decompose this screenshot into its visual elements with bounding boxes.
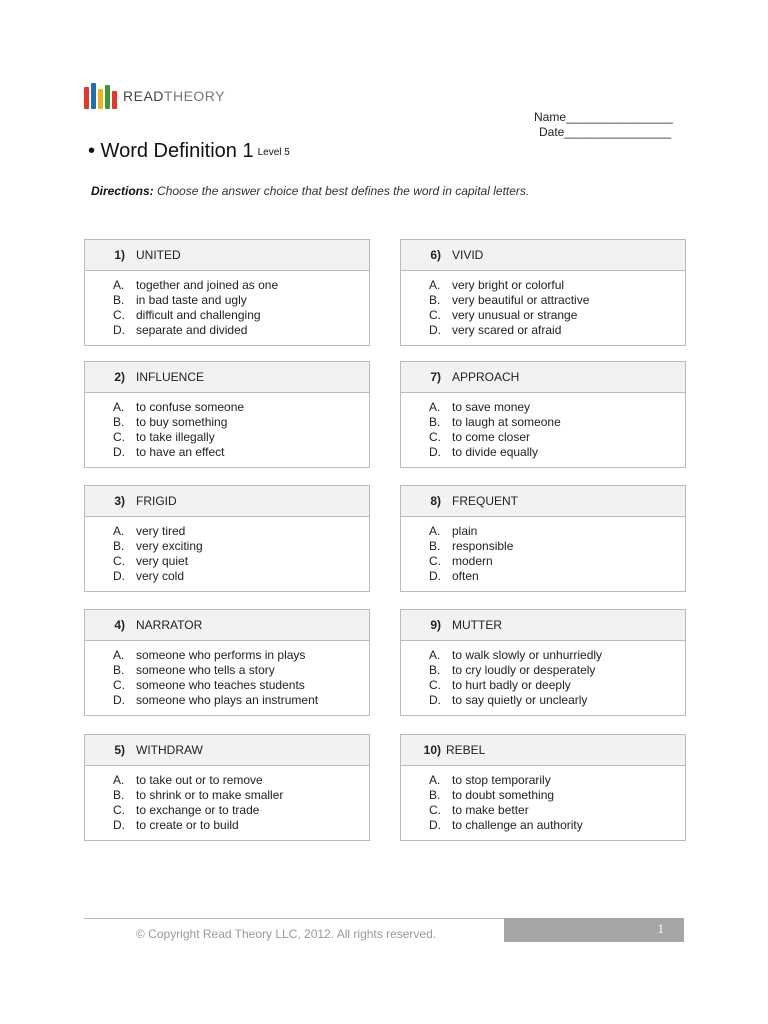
question-header <box>401 735 685 766</box>
question-header <box>401 362 685 393</box>
answer-choice[interactable] <box>113 415 369 430</box>
question-box <box>400 609 686 716</box>
answer-choice[interactable] <box>113 663 369 678</box>
answer-choice[interactable] <box>113 278 369 293</box>
answer-choices <box>401 271 685 345</box>
answer-choice[interactable] <box>113 430 369 445</box>
choice-letter: A. <box>113 400 125 414</box>
choice-letter: C. <box>429 678 441 692</box>
answer-choices <box>85 517 369 591</box>
answer-choice[interactable] <box>429 788 685 803</box>
answer-choice[interactable] <box>429 293 685 308</box>
choice-letter: C. <box>113 678 125 692</box>
choice-letter: D. <box>429 693 441 707</box>
question-word: FRIGID <box>136 494 177 508</box>
choice-letter: B. <box>429 415 441 429</box>
choice-text: very exciting <box>136 539 203 553</box>
question-word: WITHDRAW <box>136 743 203 757</box>
choice-letter: B. <box>429 663 441 677</box>
choice-letter: C. <box>113 308 125 322</box>
question-word: UNITED <box>136 248 181 262</box>
name-field[interactable]: Name________________ <box>534 110 673 124</box>
question-number: 5) <box>114 743 125 757</box>
choice-letter: B. <box>113 415 125 429</box>
choice-letter: B. <box>113 539 125 553</box>
choice-text: in bad taste and ugly <box>136 293 247 307</box>
choice-letter: A. <box>113 773 125 787</box>
choice-letter: A. <box>113 524 125 538</box>
choice-text: to come closer <box>452 430 531 444</box>
question-word: VIVID <box>452 248 484 262</box>
question-box <box>84 609 370 716</box>
answer-choice[interactable] <box>429 569 685 584</box>
question-header <box>85 610 369 641</box>
question-number: 2) <box>114 370 125 384</box>
choice-text: someone who tells a story <box>136 663 275 677</box>
question-box <box>400 239 686 346</box>
answer-choice[interactable] <box>113 524 369 539</box>
choice-text: to have an effect <box>136 445 225 459</box>
directions <box>91 184 529 198</box>
choice-letter: A. <box>429 278 441 292</box>
answer-choice[interactable] <box>429 278 685 293</box>
answer-choices <box>85 766 369 840</box>
question-box <box>84 734 370 841</box>
choice-text: together and joined as one <box>136 278 279 292</box>
level-label: Level 5 <box>257 147 290 158</box>
answer-choice[interactable] <box>113 323 369 338</box>
question-header <box>85 735 369 766</box>
choice-text: often <box>452 569 479 583</box>
choice-text: very unusual or strange <box>452 308 578 322</box>
answer-choice[interactable] <box>429 445 685 460</box>
choice-letter: B. <box>429 539 441 553</box>
choice-text: difficult and challenging <box>136 308 261 322</box>
answer-choice[interactable] <box>429 415 685 430</box>
answer-choices <box>401 641 685 715</box>
choice-text: very scared or afraid <box>452 323 562 337</box>
question-box <box>400 485 686 592</box>
choice-text: someone who teaches students <box>136 678 305 692</box>
choice-text: to take out or to remove <box>136 773 263 787</box>
book-icon <box>105 85 110 109</box>
choice-text: to doubt something <box>452 788 555 802</box>
choice-text: to say quietly or unclearly <box>452 693 588 707</box>
choice-letter: D. <box>429 569 441 583</box>
choice-letter: B. <box>429 293 441 307</box>
answer-choice[interactable] <box>429 554 685 569</box>
question-box <box>84 485 370 592</box>
answer-choice[interactable] <box>113 569 369 584</box>
question-header <box>401 610 685 641</box>
answer-choice[interactable] <box>113 308 369 323</box>
book-icon <box>98 89 103 109</box>
question-number: 10) <box>423 743 441 757</box>
directions-label: Directions: <box>91 184 154 198</box>
choice-letter: D. <box>429 818 441 832</box>
choice-text: someone who performs in plays <box>136 648 306 662</box>
question-number: 4) <box>114 618 125 632</box>
answer-choices <box>85 271 369 345</box>
answer-choice[interactable] <box>429 524 685 539</box>
answer-choice[interactable] <box>429 773 685 788</box>
answer-choice[interactable] <box>429 648 685 663</box>
choice-text: to create or to build <box>136 818 239 832</box>
choice-letter: B. <box>429 788 441 802</box>
choice-text: very tired <box>136 524 186 538</box>
page-title <box>88 140 290 163</box>
answer-choice[interactable] <box>429 400 685 415</box>
answer-choice[interactable] <box>113 818 369 833</box>
choice-text: very quiet <box>136 554 189 568</box>
choice-letter: A. <box>429 524 441 538</box>
choice-letter: C. <box>429 803 441 817</box>
question-word: NARRATOR <box>136 618 203 632</box>
answer-choice[interactable] <box>113 400 369 415</box>
question-word: REBEL <box>446 743 486 757</box>
choice-letter: B. <box>113 788 125 802</box>
question-word: APPROACH <box>452 370 520 384</box>
choice-letter: C. <box>113 430 125 444</box>
answer-choice[interactable] <box>113 554 369 569</box>
answer-choice[interactable] <box>429 663 685 678</box>
choice-letter: D. <box>113 569 125 583</box>
choice-text: to challenge an authority <box>452 818 583 832</box>
answer-choice[interactable] <box>113 539 369 554</box>
answer-choice[interactable] <box>113 788 369 803</box>
choice-text: to exchange or to trade <box>136 803 260 817</box>
choice-letter: A. <box>429 400 441 414</box>
question-header <box>85 362 369 393</box>
choice-letter: B. <box>113 663 125 677</box>
choice-text: to hurt badly or deeply <box>452 678 571 692</box>
answer-choice[interactable] <box>429 539 685 554</box>
question-header <box>401 240 685 271</box>
choice-letter: D. <box>113 693 125 707</box>
copyright-text: © Copyright Read Theory LLC, 2012. All rights reserved. <box>136 927 437 941</box>
choice-text: separate and divided <box>136 323 248 337</box>
answer-choices <box>85 641 369 715</box>
choice-letter: D. <box>429 445 441 459</box>
answer-choices <box>401 766 685 840</box>
date-field[interactable]: Date________________ <box>539 125 672 139</box>
answer-choice[interactable] <box>113 803 369 818</box>
answer-choices <box>401 517 685 591</box>
question-number: 3) <box>114 494 125 508</box>
question-number: 9) <box>430 618 441 632</box>
choice-text: to divide equally <box>452 445 539 459</box>
choice-text: to cry loudly or desperately <box>452 663 596 677</box>
question-number: 8) <box>430 494 441 508</box>
question-box <box>84 361 370 468</box>
book-icon <box>84 87 89 109</box>
footer-divider <box>84 918 504 919</box>
choice-letter: D. <box>113 445 125 459</box>
question-word: FREQUENT <box>452 494 518 508</box>
choice-letter: D. <box>113 818 125 832</box>
choice-letter: D. <box>113 323 125 337</box>
question-header <box>85 486 369 517</box>
choice-letter: D. <box>429 323 441 337</box>
name-date-fields <box>534 110 673 140</box>
choice-text: to buy something <box>136 415 228 429</box>
choice-text: to stop temporarily <box>452 773 551 787</box>
answer-choice[interactable] <box>429 803 685 818</box>
choice-letter: B. <box>113 293 125 307</box>
choice-text: to walk slowly or unhurriedly <box>452 648 603 662</box>
answer-choice[interactable] <box>429 430 685 445</box>
answer-choice[interactable] <box>113 773 369 788</box>
choice-letter: A. <box>429 773 441 787</box>
choice-text: responsible <box>452 539 514 553</box>
logo-wordmark: READTHEORY <box>123 88 225 104</box>
choice-text: someone who plays an instrument <box>136 693 319 707</box>
choice-letter: A. <box>429 648 441 662</box>
choice-text: to confuse someone <box>136 400 245 414</box>
choice-text: plain <box>452 524 478 538</box>
answer-choice[interactable] <box>429 818 685 833</box>
page-number-box <box>504 918 684 942</box>
answer-choice[interactable] <box>113 445 369 460</box>
answer-choice[interactable] <box>429 693 685 708</box>
choice-letter: C. <box>113 803 125 817</box>
choice-letter: C. <box>429 554 441 568</box>
question-box <box>400 734 686 841</box>
question-word: MUTTER <box>452 618 502 632</box>
choice-text: to laugh at someone <box>452 415 561 429</box>
choice-text: very cold <box>136 569 185 583</box>
choice-text: to shrink or to make smaller <box>136 788 284 802</box>
choice-text: to take illegally <box>136 430 215 444</box>
choice-letter: A. <box>113 278 125 292</box>
question-word: INFLUENCE <box>136 370 205 384</box>
choice-letter: A. <box>113 648 125 662</box>
answer-choice[interactable] <box>113 293 369 308</box>
question-number: 7) <box>430 370 441 384</box>
choice-text: very bright or colorful <box>452 278 565 292</box>
choice-letter: C. <box>429 430 441 444</box>
title-text: • Word Definition 1 <box>88 140 254 162</box>
choice-letter: C. <box>429 308 441 322</box>
readtheory-logo <box>84 82 225 110</box>
book-icon <box>91 83 96 109</box>
question-header <box>401 486 685 517</box>
books-logo-icon <box>84 83 117 109</box>
answer-choice[interactable] <box>113 693 369 708</box>
answer-choice[interactable] <box>429 308 685 323</box>
answer-choice[interactable] <box>113 678 369 693</box>
answer-choices <box>401 393 685 467</box>
page-number: 1 <box>657 921 664 936</box>
answer-choice[interactable] <box>429 678 685 693</box>
question-box <box>84 239 370 346</box>
book-icon <box>112 91 117 109</box>
question-header <box>85 240 369 271</box>
answer-choices <box>85 393 369 467</box>
answer-choice[interactable] <box>113 648 369 663</box>
question-box <box>400 361 686 468</box>
choice-letter: C. <box>113 554 125 568</box>
question-number: 6) <box>430 248 441 262</box>
choice-text: modern <box>452 554 493 568</box>
answer-choice[interactable] <box>429 323 685 338</box>
choice-text: to save money <box>452 400 531 414</box>
question-number: 1) <box>114 248 125 262</box>
choice-text: to make better <box>452 803 529 817</box>
choice-text: very beautiful or attractive <box>452 293 590 307</box>
directions-text: Choose the answer choice that best defines the word in capital letters. <box>157 184 530 198</box>
